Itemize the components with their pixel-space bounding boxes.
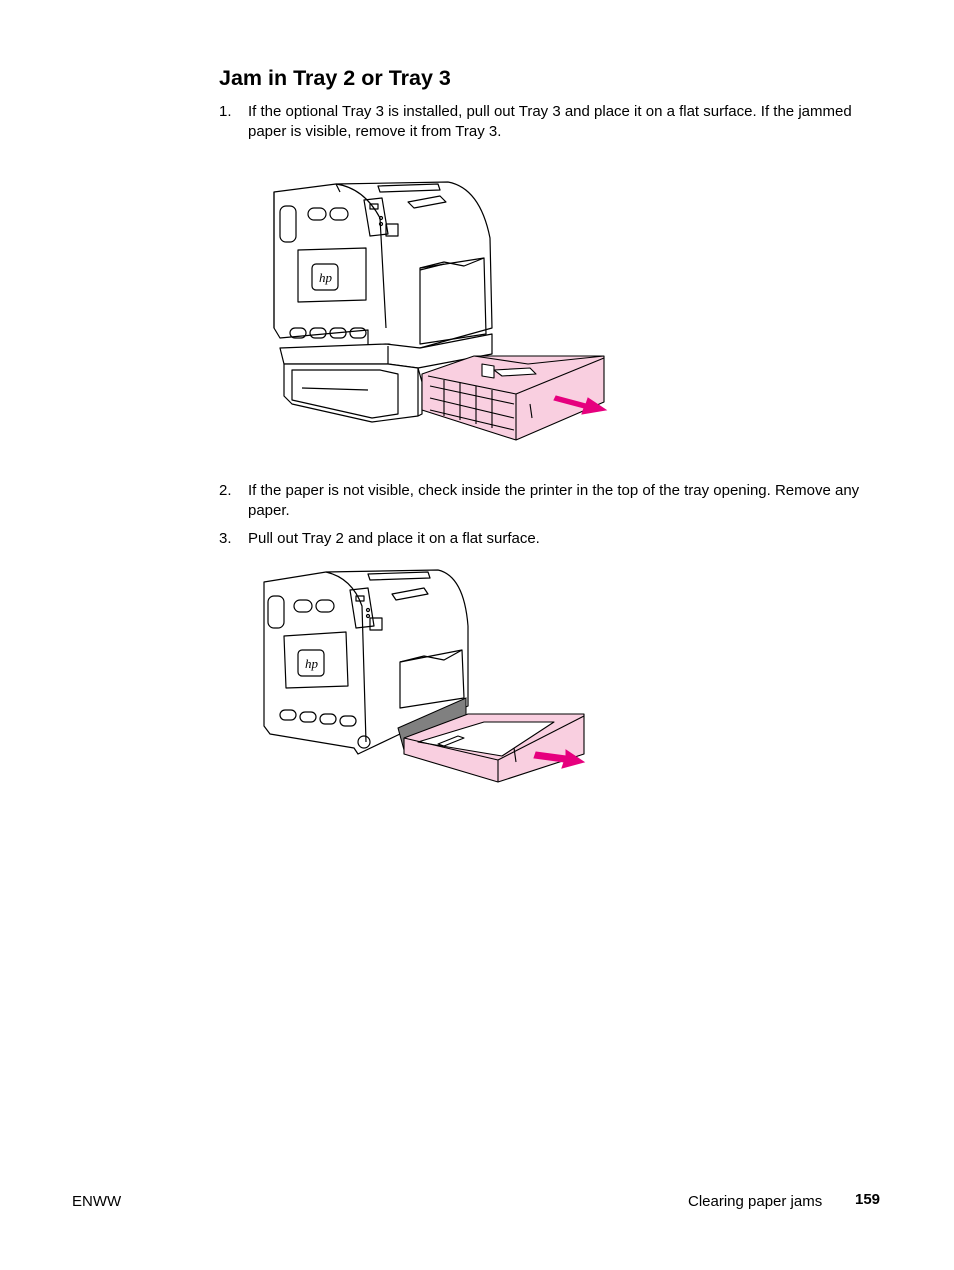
hp-logo-icon: hp bbox=[319, 270, 332, 285]
page-number: 159 bbox=[855, 1191, 881, 1208]
list-item-step-2 bbox=[219, 481, 899, 521]
figure-printer-tray3-pulled bbox=[268, 178, 613, 444]
list-item-step-3 bbox=[219, 529, 899, 549]
step-number: 1. bbox=[219, 103, 232, 120]
step-number: 2. bbox=[219, 482, 232, 499]
step-text: If the optional Tray 3 is installed, pull out Tray 3 and place it on a flat surface. If the jammed paper is visible, remove it from Tray 3. bbox=[248, 103, 852, 140]
figure-printer-tray2-pulled bbox=[258, 566, 590, 788]
footer-section: Clearing paper jams bbox=[688, 1193, 823, 1210]
hp-logo-icon: hp bbox=[305, 656, 318, 671]
step-number: 3. bbox=[219, 530, 232, 547]
step-text: If the paper is not visible, check inside the printer in the top of the tray opening. Remove any paper. bbox=[248, 482, 860, 519]
list-item-step-1 bbox=[219, 102, 859, 142]
page-title: Jam in Tray 2 or Tray 3 bbox=[219, 66, 451, 90]
footer-left: ENWW bbox=[72, 1193, 122, 1210]
step-text: Pull out Tray 2 and place it on a flat surface. bbox=[248, 530, 540, 547]
